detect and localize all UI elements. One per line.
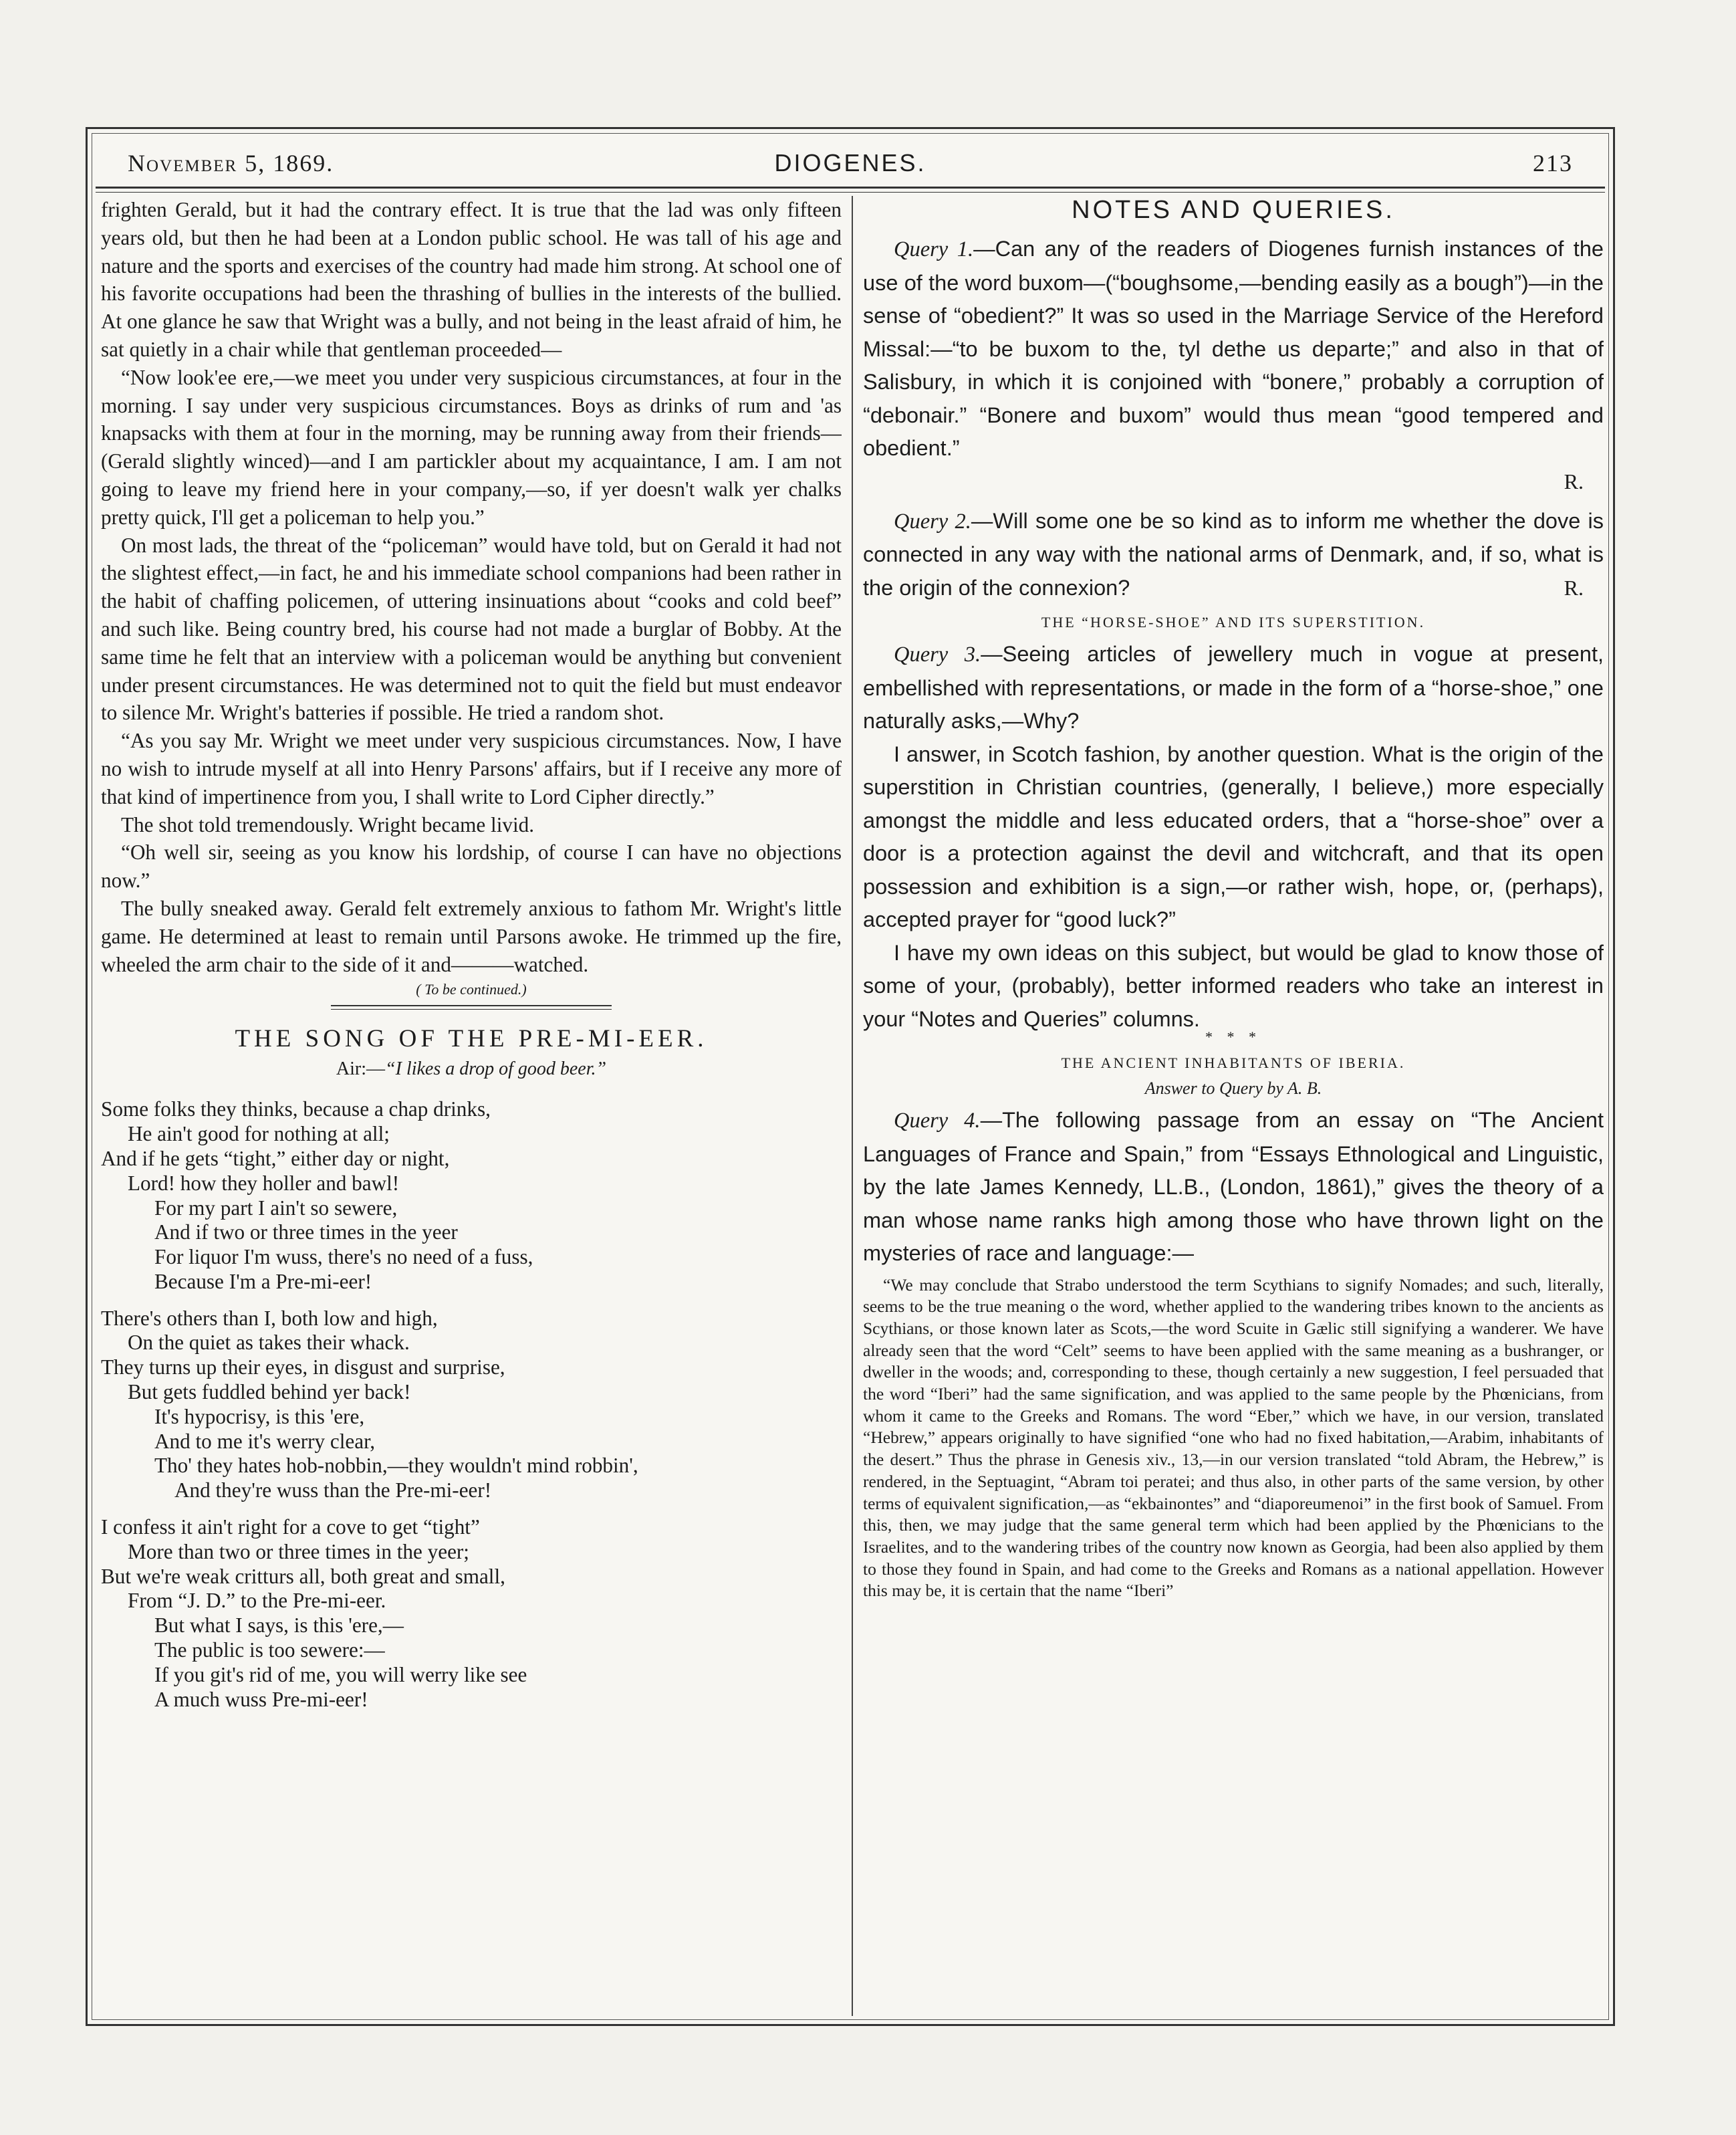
verse-line: He ain't good for nothing at all; [128,1122,390,1146]
query-3-label: Query 3. [894,643,981,667]
section-divider [331,1005,612,1006]
query-4-body: —The following passage from an essay on “The Ancient Languages of France and Spain,” from “Essays Ethnological and Linguistic, by the late James Kennedy, LL.B., (London, 1861),” gives the theory of a man whose name ranks high among those who have thrown light on the mysteries of race and language:— [863,1108,1604,1265]
story-paragraph: The shot told tremendously. Wright became livid. [121,812,535,836]
query-1-text [863,233,1604,465]
song-verse [101,1097,842,1294]
story-paragraph: “Now look'ee ere,—we meet you under very suspicious circumstances, at four in the morning. I say under very suspicious circumstances. Boys as drinks of rum and 'as knapsacks with them at four in the morning, may be running away from their friends—(Gerald slightly winced)—and I am partickler about my acquaintance, I am. I am not going to leave my friend here in your company,—so, if yer doesn't walk yer chalks pretty quick, I'll get a policeman to help you.” [101,365,842,529]
query-2-body: —Will some one be so kind as to inform me whether the dove is connected in any way with the national arms of Denmark, and, if so, what is the origin of the connexion? [863,508,1604,600]
block-quote [863,1274,1604,1603]
story-paragraph: “As you say Mr. Wright we meet under very suspicious circumstances. Now, I have no wish to intrude myself at all into Henry Parsons' affairs, but if I receive any more of that kind of impertinence from you, I shall write to Lord Cipher directly.” [101,729,842,808]
verse-line: And if two or three times in the yeer [154,1220,458,1244]
query-3-paragraph [863,638,1604,738]
verse-line: For liquor I'm wuss, there's no need of a fuss, [154,1245,533,1269]
verse-line: The public is too sewere:— [154,1638,385,1662]
left-column [101,196,842,2016]
section-divider-thin [331,1009,612,1010]
verse-line: And if he gets “tight,” either day or night, [101,1146,450,1170]
song-air-prefix: Air:— [336,1058,386,1080]
horse-shoe-heading: THE “HORSE-SHOE” AND ITS SUPERSTITION. [1041,614,1426,631]
song-verse [101,1307,842,1503]
verse-line: On the quiet as takes their whack. [128,1331,410,1355]
section-title: NOTES AND QUERIES. [1072,196,1395,224]
verse-line: They turns up their eyes, in disgust and surprise, [101,1355,505,1379]
iberia-heading: THE ANCIENT INHABITANTS OF IBERIA. [1061,1054,1406,1071]
verse-line: Lord! how they holler and bawl! [128,1171,400,1195]
query-3-text: —Seeing articles of jewellery much in vogue at present, embellished with representations, or made in the form of a “horse-shoe,” one naturally asks,—Why? [863,642,1604,733]
query-3 [863,638,1604,1036]
verse-line: And to me it's werry clear, [154,1429,375,1453]
query-4 [863,1104,1604,1270]
verse-line: And they're wuss than the Pre-mi-eer! [174,1478,492,1502]
header-rule [96,187,1605,189]
query-1-signature: R. [1564,469,1584,493]
verse-line: For my part I ain't so sewere, [154,1196,398,1220]
serial-story [101,196,842,978]
song-air [101,1058,842,1080]
quote-text: “We may conclude that Strabo understood the term Scythians to signify Nomades; and such, literally, seems to be the true meaning o the word, whether applied to the wandering tribes known to the ancients as Scythians, or those known later as Scots,—the word Scuite in Gælic still signifying a wanderer. We have already seen that the word “Celt” seems to have been applied with the same meaning as a bushranger, or dweller in the woods; and, corresponding to these, though certainly a new suggestion, I feel persuaded that the word “Iberi” had the same signification, and was applied to the same people by the Phœnicians, from whom it came to the Greeks and Romans. The word “Eber,” which we have, in our version, translated “Hebrew,” appears originally to have signified “one who had no fixed habitation,—Arabim, inhabitants of the desert.” Thus the phrase in Genesis xiv., 13,—in our version translated “told Abram, the Hebrew,” is rendered, in the Septuagint, “Abram toi peratei; and thus also, in other parts of the same version, by other terms of equivalent signification,—as “ekbainontes” and “diaporeumenoi” in the first book of Samuel. From this, then, we may judge that the same general term which had been applied by the Phœnicians to the Israelites, and to the wandering tribes of the country now known as Georgia, had been also applied by them to those they found in Spain, and had come to the Greeks and Romans as a national appellation. However this may be, it is certain that the name “Iberi” [863,1274,1604,1601]
query-2-signature: R. [1564,576,1584,600]
verse-line: Tho' they hates hob-nobbin,—they wouldn't mind robbin', [154,1454,638,1478]
verse-line: Some folks they thinks, because a chap drinks, [101,1097,491,1121]
query-4-text [863,1104,1604,1270]
verse-line: But gets fuddled behind yer back! [128,1380,411,1404]
publication-title: DIOGENES. [774,149,926,177]
song-verses [101,1097,842,1712]
verse-line: If you git's rid of me, you will werry like see [154,1662,527,1686]
verse-line: More than two or three times in the yeer; [128,1539,469,1563]
verse-line: But we're weak critturs all, both great and small, [101,1564,505,1588]
story-paragraph: frighten Gerald, but it had the contrary effect. It is true that the lad was only fifteen years old, but then he had been at a London public school. He was tall of his age and nature and the sports and exercises of the country had made him strong. At school one of his favorite occupations had been the thrashing of bullies in the interests of the bullied. At one glance he saw that Wright was a bully, and not being in the least afraid of him, he sat quietly in a chair while that gentleman proceeded— [101,198,842,361]
verse-line: I confess it ain't right for a cove to get “tight” [101,1515,480,1539]
to-be-continued: ( To be continued.) [416,981,527,998]
song-air-title: “I likes a drop of good beer.” [385,1058,607,1080]
verse-line: A much wuss Pre-mi-eer! [154,1687,368,1711]
query-3-paragraph [863,937,1604,1036]
iberia-subheading: Answer to Query by A. B. [1144,1079,1322,1098]
verse-line: There's others than I, both low and high, [101,1306,438,1330]
story-paragraph: The bully sneaked away. Gerald felt extremely anxious to fathom Mr. Wright's little game. He determined at least to remain until Parsons awoke. He trimmed up the fire, wheeled the arm chair to the side of it and———watched. [101,896,842,976]
verse-line: But what I says, is this 'ere,— [154,1613,404,1638]
verse-line: Because I'm a Pre-mi-eer! [154,1269,372,1293]
section-stars: * * * [1205,1028,1261,1045]
verse-line: It's hypocrisy, is this 'ere, [154,1404,365,1428]
song-verse [101,1515,842,1712]
song-title: THE SONG OF THE PRE-MI-EER. [235,1025,708,1053]
issue-date: November 5, 1869. [128,150,334,177]
newspaper-page [86,127,1615,2026]
page-header [128,144,1573,177]
story-paragraph: On most lads, the threat of the “policeman” would have told, but on Gerald it had not the slightest effect,—in fact, he and his immediate school companions had been rather in the habit of chaffing policemen, of uttering insinuations about “cooks and cold beef” and such like. Being country bred, his course had not made a burglar of Bobby. At the same time he felt that an interview with a policeman would be anything but convenient under present circumstances. He was determined not to quit the field but must endeavor to silence Mr. Wright's batteries if possible. He tried a random shot. [101,533,842,725]
right-column [863,196,1604,2016]
query-1-body: —Can any of the readers of Diogenes furnish instances of the use of the word buxom—(“boughsome,—bending easily as a bough”)—in the sense of “obedient?” It was so used in the Marriage Service of the Hereford Missal:—“to be buxom to the, tyl dethe us departe;” and also in that of Salisbury, in which it is conjoined with “bonere,” probably a corruption of “debonair.” “Bonere and buxom” would thus mean “good tempered and obedient.” [863,237,1604,460]
query-3-text: I have my own ideas on this subject, but would be glad to know those of some of your, (probably), better informed readers who take an interest in your “Notes and Queries” columns. [863,940,1604,1031]
story-paragraph: “Oh well sir, seeing as you know his lordship, of course I can have no objections now.” [101,840,842,893]
query-1 [863,233,1604,465]
query-1-label: Query 1. [894,237,974,261]
verse-line: From “J. D.” to the Pre-mi-eer. [128,1589,386,1613]
query-3-text: I answer, in Scotch fashion, by another question. What is the origin of the superstition in Christian countries, (generally, I believe,) more especially amongst the middle and less educated orders, that a “horse-shoe” over a door is a protection against the devil and witchcraft, and that its open possession and exhibition is a sign,—or rather wish, hope, or, (perhaps), accepted prayer for “good luck?” [863,742,1604,931]
query-2-label: Query 2. [894,509,971,534]
query-4-label: Query 4. [894,1109,981,1133]
header-rule-thin [96,192,1605,193]
column-divider [852,196,853,2016]
page-number: 213 [1533,150,1573,177]
query-3-paragraph [863,738,1604,937]
